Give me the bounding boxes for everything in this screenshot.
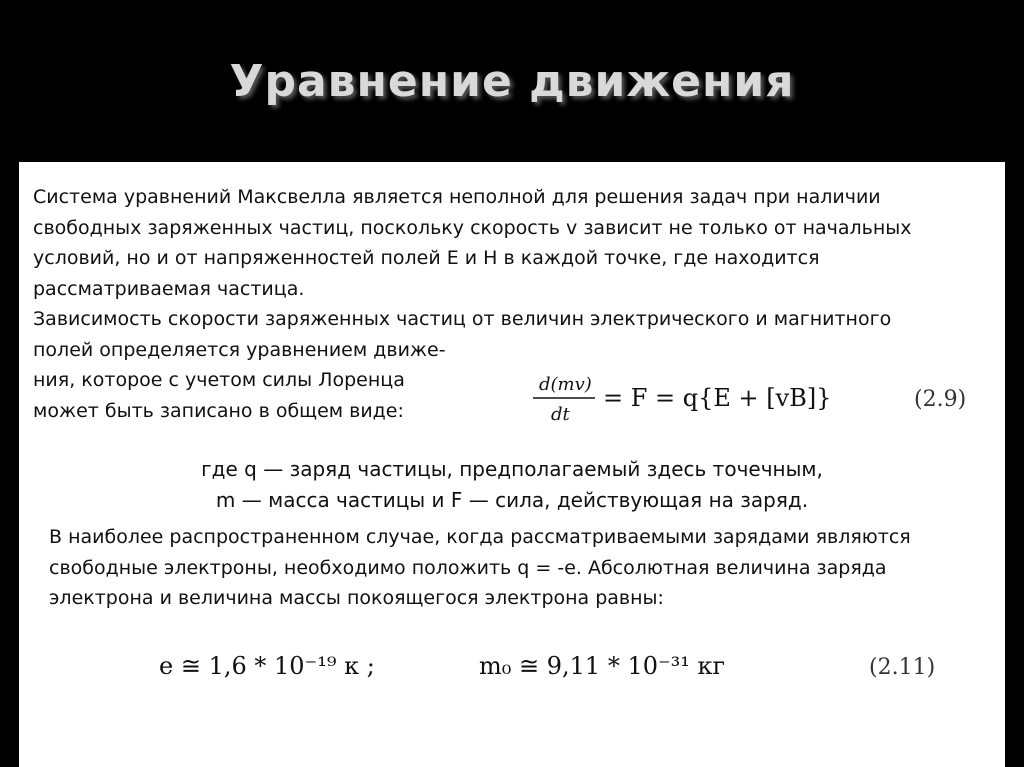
where-block xyxy=(19,454,1005,516)
where-line: где q — заряд частицы, предполагаемый здесь точечным, xyxy=(201,457,823,481)
intro-line: может быть записано в общем виде: xyxy=(33,399,404,422)
slide-title: Уравнение движения xyxy=(229,56,795,107)
eq2-charge: e ≅ 1,6 * 10⁻¹⁹ к ; xyxy=(159,652,375,680)
intro-line: полей определяется уравнением движе- xyxy=(33,338,446,361)
equation-constants xyxy=(149,640,999,690)
equation-motion xyxy=(509,362,989,432)
para2-line: электрона и величина массы покоящегося электрона равны: xyxy=(49,587,664,609)
intro-line: ния, которое с учетом силы Лоренца xyxy=(33,369,405,391)
electron-paragraph xyxy=(49,522,989,614)
intro-line: Зависимость скорости заряженных частиц от величин электрического и магнитного xyxy=(33,308,892,330)
intro-line: условий, но и от напряженностей полей Е и Н в каждой точке, где находится xyxy=(33,247,820,269)
eq1-denominator: dt xyxy=(551,404,570,425)
eq2-number: (2.11) xyxy=(869,655,936,680)
intro-line: свободных заряженных частиц, поскольку скорость v зависит не только от начальных xyxy=(33,216,912,239)
eq1-rhs: = F = q{E + [vB]} xyxy=(603,384,832,412)
slide-content xyxy=(19,162,1005,767)
eq2-mass: m₀ ≅ 9,11 * 10⁻³¹ кг xyxy=(479,652,726,680)
eq1-numerator: d(mv) xyxy=(539,374,592,395)
para2-line: свободные электроны, необходимо положить q = -e. Абсолютная величина заряда xyxy=(49,556,887,579)
eq1-number: (2.9) xyxy=(914,387,967,412)
intro-line: Система уравнений Максвелла является неполной для решения задач при наличии xyxy=(33,186,881,208)
intro-line: рассматриваемая частица. xyxy=(33,277,305,300)
title-band xyxy=(0,0,1024,162)
para2-line: В наиболее распространенном случае, когда рассматриваемыми зарядами являются xyxy=(49,526,911,548)
where-line: m — масса частицы и F — сила, действующая на заряд. xyxy=(215,488,809,512)
